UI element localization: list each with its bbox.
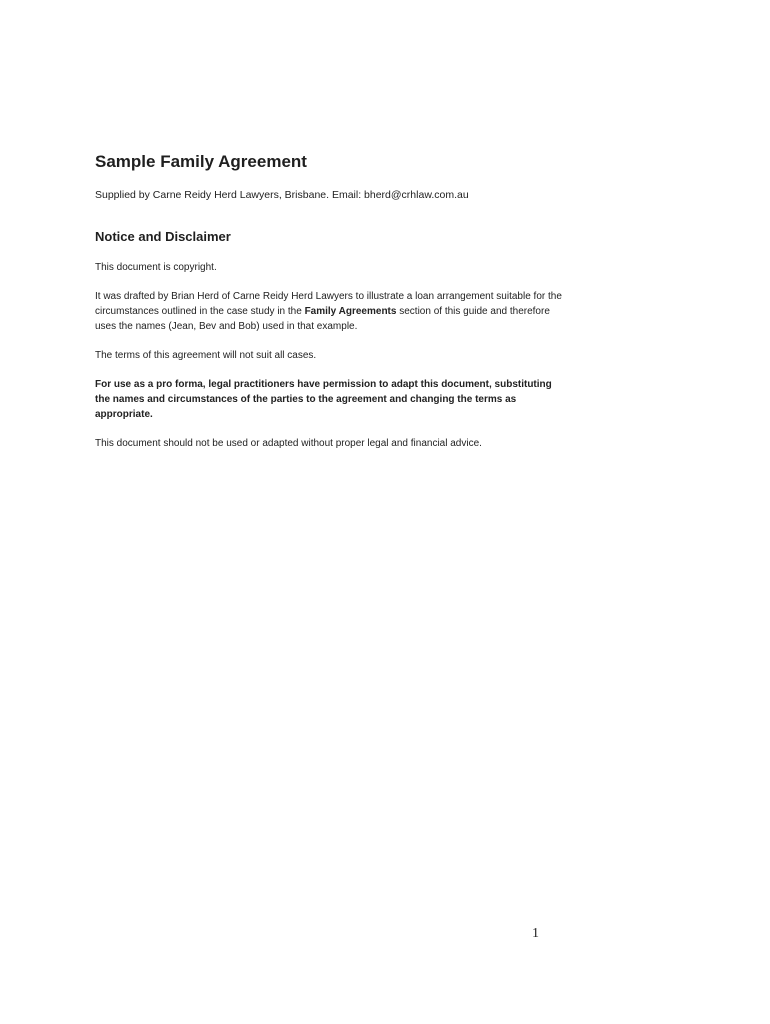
drafted-text-start: It was drafted by Brian Herd of Carne Reidy Herd Lawyers to illustrate a loan arrangement suitable for the circumstances outlined in the case study in the [95,291,562,317]
copyright-paragraph: This document is copyright. [95,262,217,273]
supplied-by-line: Supplied by Carne Reidy Herd Lawyers, Brisbane. Email: bherd@crhlaw.com.au [95,189,469,201]
terms-paragraph: The terms of this agreement will not suit all cases. [95,350,317,361]
advice-paragraph: This document should not be used or adapted without proper legal and financial advice. [95,438,482,449]
drafted-text-bold: Family Agreements [304,306,397,317]
page-content [95,150,565,451]
drafted-paragraph [95,289,565,334]
drafted-text-end: section of this guide and therefore uses the names (Jean, Bev and Bob) used in that example. [95,306,550,332]
pro-forma-paragraph [95,377,565,422]
page-number: 1 [532,926,539,941]
section-heading: Notice and Disclaimer [95,229,231,244]
pro-forma-text: For use as a pro forma, legal practitioners have permission to adapt this document, substituting the names and circumstances of the parties to the agreement and changing the terms as appropriate. [95,379,552,420]
document-title: Sample Family Agreement [95,152,307,171]
